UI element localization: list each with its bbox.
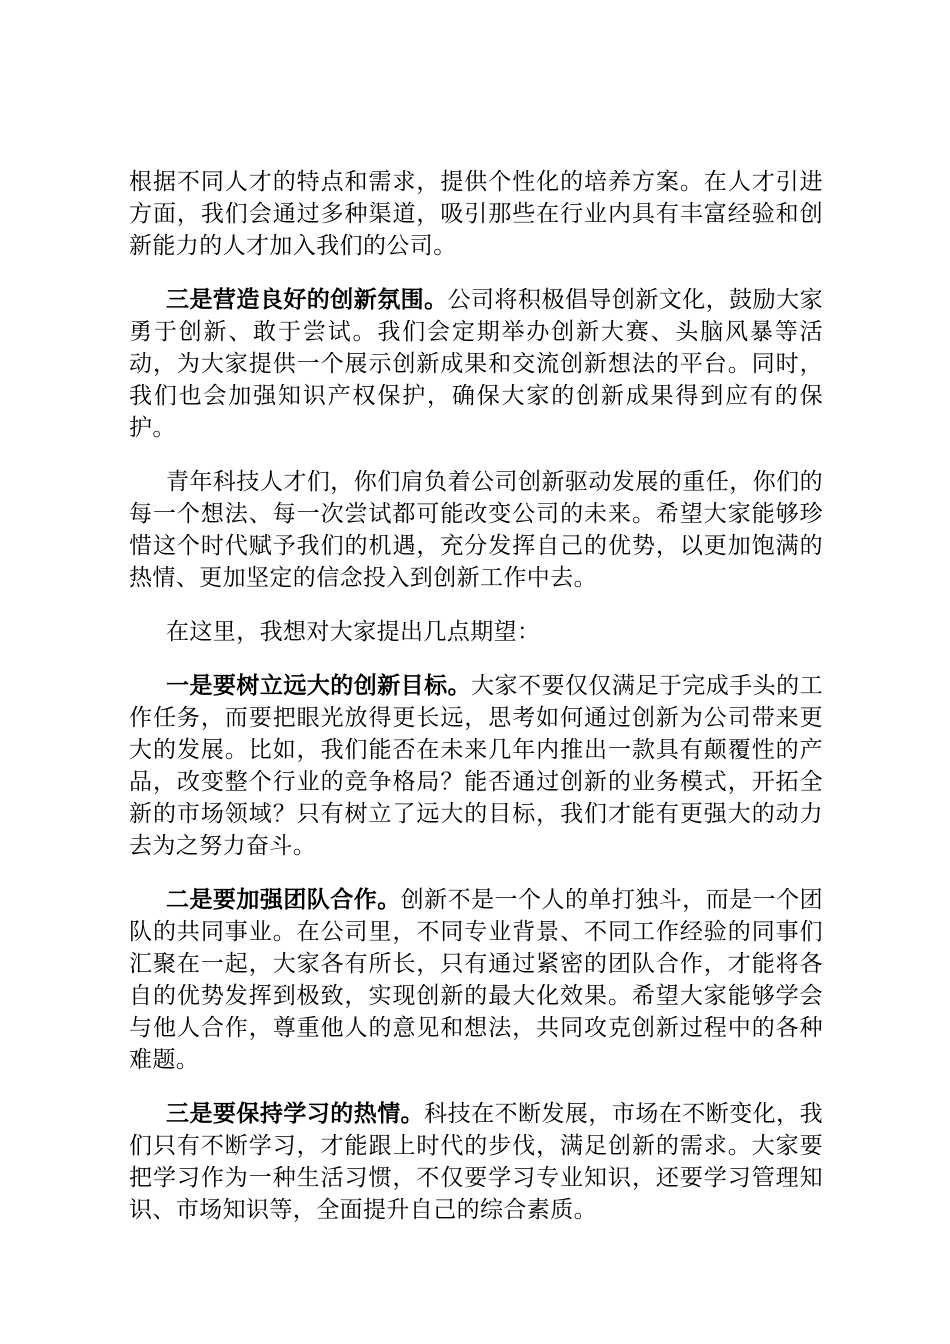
paragraph-lead: 一是要树立远大的创新目标。 [166,672,472,699]
paragraph-young-talents [129,466,823,594]
paragraph-innovation-atmosphere [129,284,823,444]
paragraph-expectation-teamwork [129,884,823,1076]
paragraph-expectation-goals [129,670,823,862]
paragraph-expectation-learning [129,1098,823,1226]
paragraph-text: 科技在不断发展，市场在不断变化，我们只有不断学习，才能跟上时代的步伐，满足创新的需求。大家要把学习作为一种生活习惯，不仅要学习专业知识，还要学习管理知识、市场知识等，全面提升自己的综合素质。 [129,1101,823,1223]
paragraph-lead: 三是要保持学习的热情。 [166,1100,425,1127]
document-body [129,166,823,1248]
paragraph-text: 创新不是一个人的单打独斗，而是一个团队的共同事业。在公司里，不同专业背景、不同工作经验的同事们汇聚在一起，大家各有所长，只有通过紧密的团队合作，才能将各自的优势发挥到极致，实现创新的最大化效果。希望大家能够学会与他人合作，尊重他人的意见和想法，共同攻克创新过程中的各种难题。 [129,887,824,1073]
paragraph-talent-training [129,166,823,262]
paragraph-lead: 二是要加强团队合作。 [166,886,401,913]
paragraph-text: 公司将积极倡导创新文化，鼓励大家勇于创新、敢于尝试。我们会定期举办创新大赛、头脑风暴等活动，为大家提供一个展示创新成果和交流创新想法的平台。同时，我们也会加强知识产权保护，确保大家的创新成果得到应有的保护。 [129,287,823,441]
paragraph-text: 根据不同人才的特点和需求，提供个性化的培养方案。在人才引进方面，我们会通过多种渠道，吸引那些在行业内具有丰富经验和创新能力的人才加入我们的公司。 [129,169,823,259]
paragraph-expectations-intro [129,616,823,648]
paragraph-text: 大家不要仅仅满足于完成手头的工作任务，而要把眼光放得更长远，思考如何通过创新为公司带来更大的发展。比如，我们能否在未来几年内推出一款具有颠覆性的产品，改变整个行业的竞争格局？能否通过创新的业务模式，开拓全新的市场领域？只有树立了远大的目标，我们才能有更强大的动力去为之努力奋斗。 [129,673,824,859]
paragraph-lead: 三是营造良好的创新氛围。 [166,286,448,313]
paragraph-text: 青年科技人才们，你们肩负着公司创新驱动发展的重任，你们的每一个想法、每一次尝试都可能改变公司的未来。希望大家能够珍惜这个时代赋予我们的机遇，充分发挥自己的优势，以更加饱满的热情、更加坚定的信念投入到创新工作中去。 [129,469,823,591]
paragraph-text: 在这里，我想对大家提出几点期望： [166,619,541,645]
